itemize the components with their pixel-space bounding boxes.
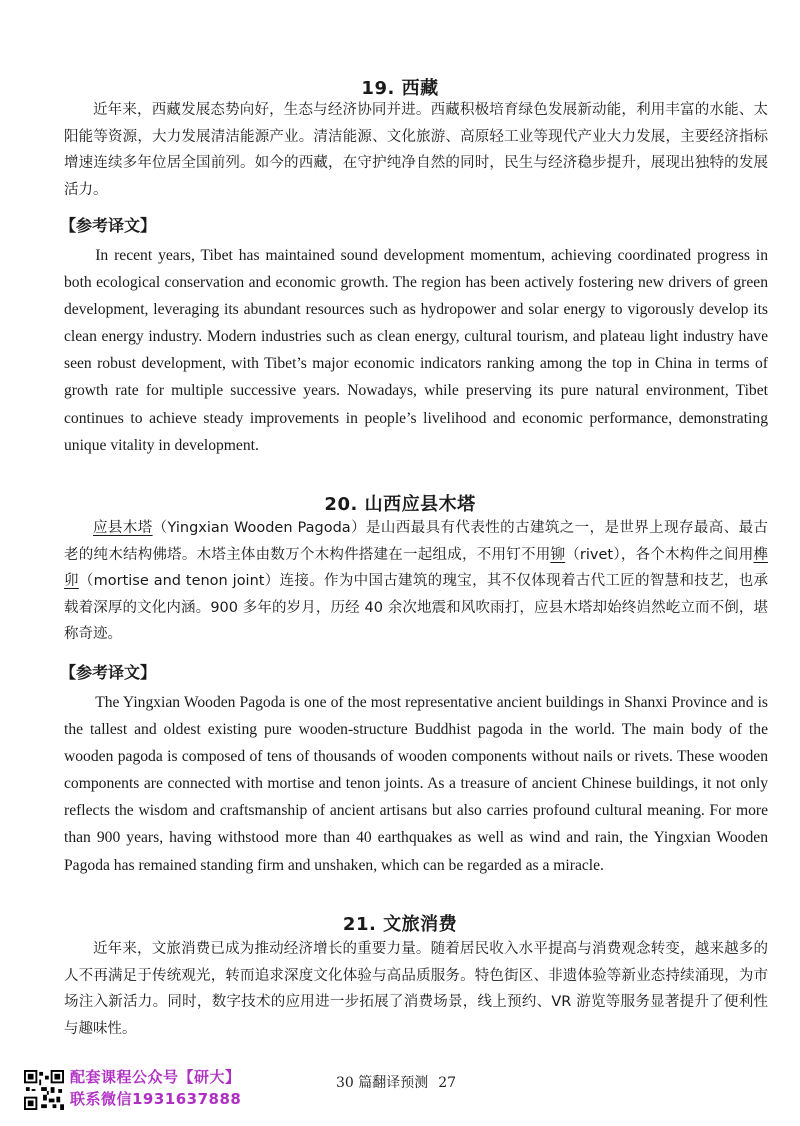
promo-wechat-contact: 联系微信1931637888 [70, 1090, 242, 1108]
section-21-title: 21. 文旅消费 [342, 914, 458, 935]
page-footer [0, 1062, 800, 1112]
term-mortise-tenon: 榫卯 [64, 546, 768, 589]
term-yingxian-pagoda: 应县木塔 [93, 520, 153, 536]
section-19-chinese-paragraph: 近年来，西藏发展态势向好，生态与经济协同并进。西藏积极培育绿色发展新动能，利用丰富的水能、太阳能等资源，大力发展清洁能源产业。清洁能源、文化旅游、高原轻工业等现代产业大力发展，主要经济指标增速连续多年位居全国前列。如今的西藏，在守护纯净自然的同时，民生与经济稳步提升，展现出独特的发展活力。 [64, 102, 768, 198]
book-title: 30 篇翻译预测 [336, 1075, 429, 1091]
section-20-reference-heading: 【参考译文】 [60, 663, 157, 682]
promo-course-account: 配套课程公众号【研大】 [70, 1068, 241, 1086]
section-20-title: 20. 山西应县木塔 [324, 494, 476, 515]
section-19-english-translation: In recent years, Tibet has maintained sound development momentum, achieving coordinated progress in both ecological conservation and economic growth. The region has been actively fostering new drivers of green development, leveraging its abundant resources such as hydropower and solar energy to vigorously develop its clean energy industry. Modern industries such as clean energy, cultural tourism, and plateau light industry have seen robust development, with Tibet’s major economic indicators ranking among the top in China in terms of growth rate for multiple successive years. Nowadays, while preserving its pure natural environment, Tibet continues to achieve steady improvements in people’s livelihood and economic performance, demonstrating unique vitality in development. [64, 247, 768, 454]
section-19-reference-heading: 【参考译文】 [60, 216, 157, 235]
section-21-chinese-paragraph: 近年来，文旅消费已成为推动经济增长的重要力量。随着居民收入水平提高与消费观念转变，越来越多的人不再满足于传统观光，转而追求深度文化体验与高品质服务。特色街区、非遗体验等新业态持续涌现，为市场注入新活力。同时，数字技术的应用进一步拓展了消费场景，线上预约、VR 游览等服务显著提升了便利性与趣味性。 [64, 941, 768, 1037]
text-segment: （mortise and tenon joint）连接。作为中国古建筑的瑰宝，其不仅体现着古代工匠的智慧和技艺，也承载着深厚的文化内涵。900 多年的岁月，历经 40 余次地震和风吹雨打，应县木塔却始终岿然屹立而不倒，堪称奇迹。 [64, 573, 768, 642]
term-rivet: 铆 [550, 546, 566, 563]
text-segment: （rivet），各个木构件之间用 [565, 546, 754, 563]
page-number: 27 [438, 1075, 457, 1091]
section-19-title: 19. 西藏 [361, 78, 439, 99]
text-segment: （Yingxian Wooden Pagoda）是山西最具有代表性的古建筑之一，是世界上现存最高、最古老的纯木结构佛塔。木塔主体由数万个木构件搭建在一起组成，不用钉不用 [64, 520, 769, 563]
running-footer [336, 1072, 456, 1092]
section-20-chinese-paragraph [64, 515, 768, 648]
section-20-english-translation: The Yingxian Wooden Pagoda is one of the most representative ancient buildings in Shanxi Province and is the tallest and oldest existing pure wooden-structure Buddhist pagoda in the world. The main body of the wooden pagoda is composed of tens of thousands of wooden components without nails or rivets. These wooden components are connected with mortise and tenon joints. As a treasure of ancient Chinese buildings, it not only reflects the wisdom and craftsmanship of ancient artisans but also carries profound cultural meaning. For more than 900 years, having withstood more than 40 earthquakes as well as wind and rain, the Yingxian Wooden Pagoda has remained standing firm and unshaken, which can be regarded as a miracle. [64, 694, 768, 874]
qr-code-icon [24, 1070, 64, 1110]
